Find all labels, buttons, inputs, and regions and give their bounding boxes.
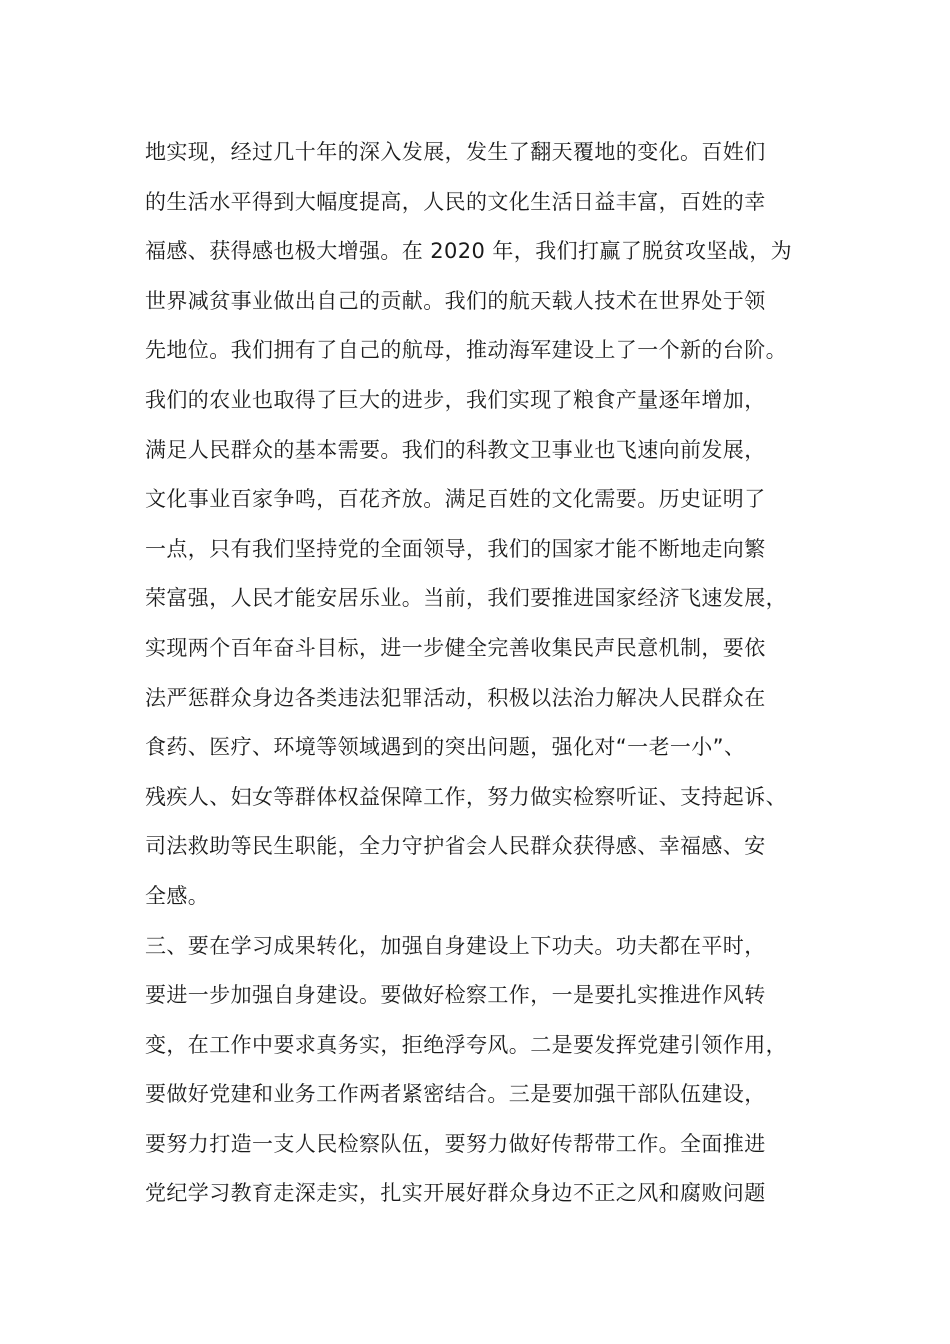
text-line: 全感。 [145, 883, 210, 908]
text-line: 地实现，经过几十年的深入发展，发生了翻天覆地的变化。百姓们 [145, 140, 766, 164]
text-line: 实现两个百年奋斗目标，进一步健全完善收集民声民意机制，要依 [145, 635, 766, 660]
text-line: 荣富强，人民才能安居乐业。当前，我们要推进国家经济飞速发展， [145, 586, 787, 611]
body-text [145, 131, 825, 1222]
text-line: 一点，只有我们坚持党的全面领导，我们的国家才能不断地走向繁 [145, 536, 766, 561]
text-line: 福感、获得感也极大增强。在 2020 年，我们打赢了脱贫攻坚战，为 [145, 239, 792, 264]
text-line: 司法救助等民生职能，全力守护省会人民群众获得感、幸福感、安 [145, 834, 766, 859]
text-line: 要努力打造一支人民检察队伍，要努力做好传帮带工作。全面推进 [145, 1131, 766, 1156]
text-line: 先地位。我们拥有了自己的航母，推动海军建设上了一个新的台阶。 [145, 338, 787, 363]
text-line: 满足人民群众的基本需要。我们的科教文卫事业也飞速向前发展， [145, 437, 766, 462]
text-line: 要进一步加强自身建设。要做好检察工作，一是要扎实推进作风转 [145, 983, 766, 1008]
text-line: 的生活水平得到大幅度提高，人民的文化生活日益丰富，百姓的幸 [145, 189, 766, 214]
text-line: 食药、医疗、环境等领域遇到的突出问题，强化对“一老一小”、 [145, 735, 746, 760]
text-line: 文化事业百家争鸣，百花齐放。满足百姓的文化需要。历史证明了 [145, 487, 766, 512]
text-line: 法严惩群众身边各类违法犯罪活动，积极以法治力解决人民群众在 [145, 685, 766, 710]
text-line: 党纪学习教育走深走实，扎实开展好群众身边不正之风和腐败问题 [145, 1181, 766, 1206]
text-line: 我们的农业也取得了巨大的进步，我们实现了粮食产量逐年增加， [145, 387, 766, 412]
text-line: 残疾人、妇女等群体权益保障工作，努力做实检察听证、支持起诉、 [145, 784, 787, 809]
text-line: 要做好党建和业务工作两者紧密结合。三是要加强干部队伍建设， [145, 1082, 766, 1107]
text-line: 世界减贫事业做出自己的贡献。我们的航天载人技术在世界处于领 [145, 288, 766, 313]
text-line: 变，在工作中要求真务实，拒绝浮夸风。二是要发挥党建引领作用， [145, 1032, 787, 1057]
section-heading-line: 三、要在学习成果转化，加强自身建设上下功夫。功夫都在平时， [145, 933, 766, 958]
